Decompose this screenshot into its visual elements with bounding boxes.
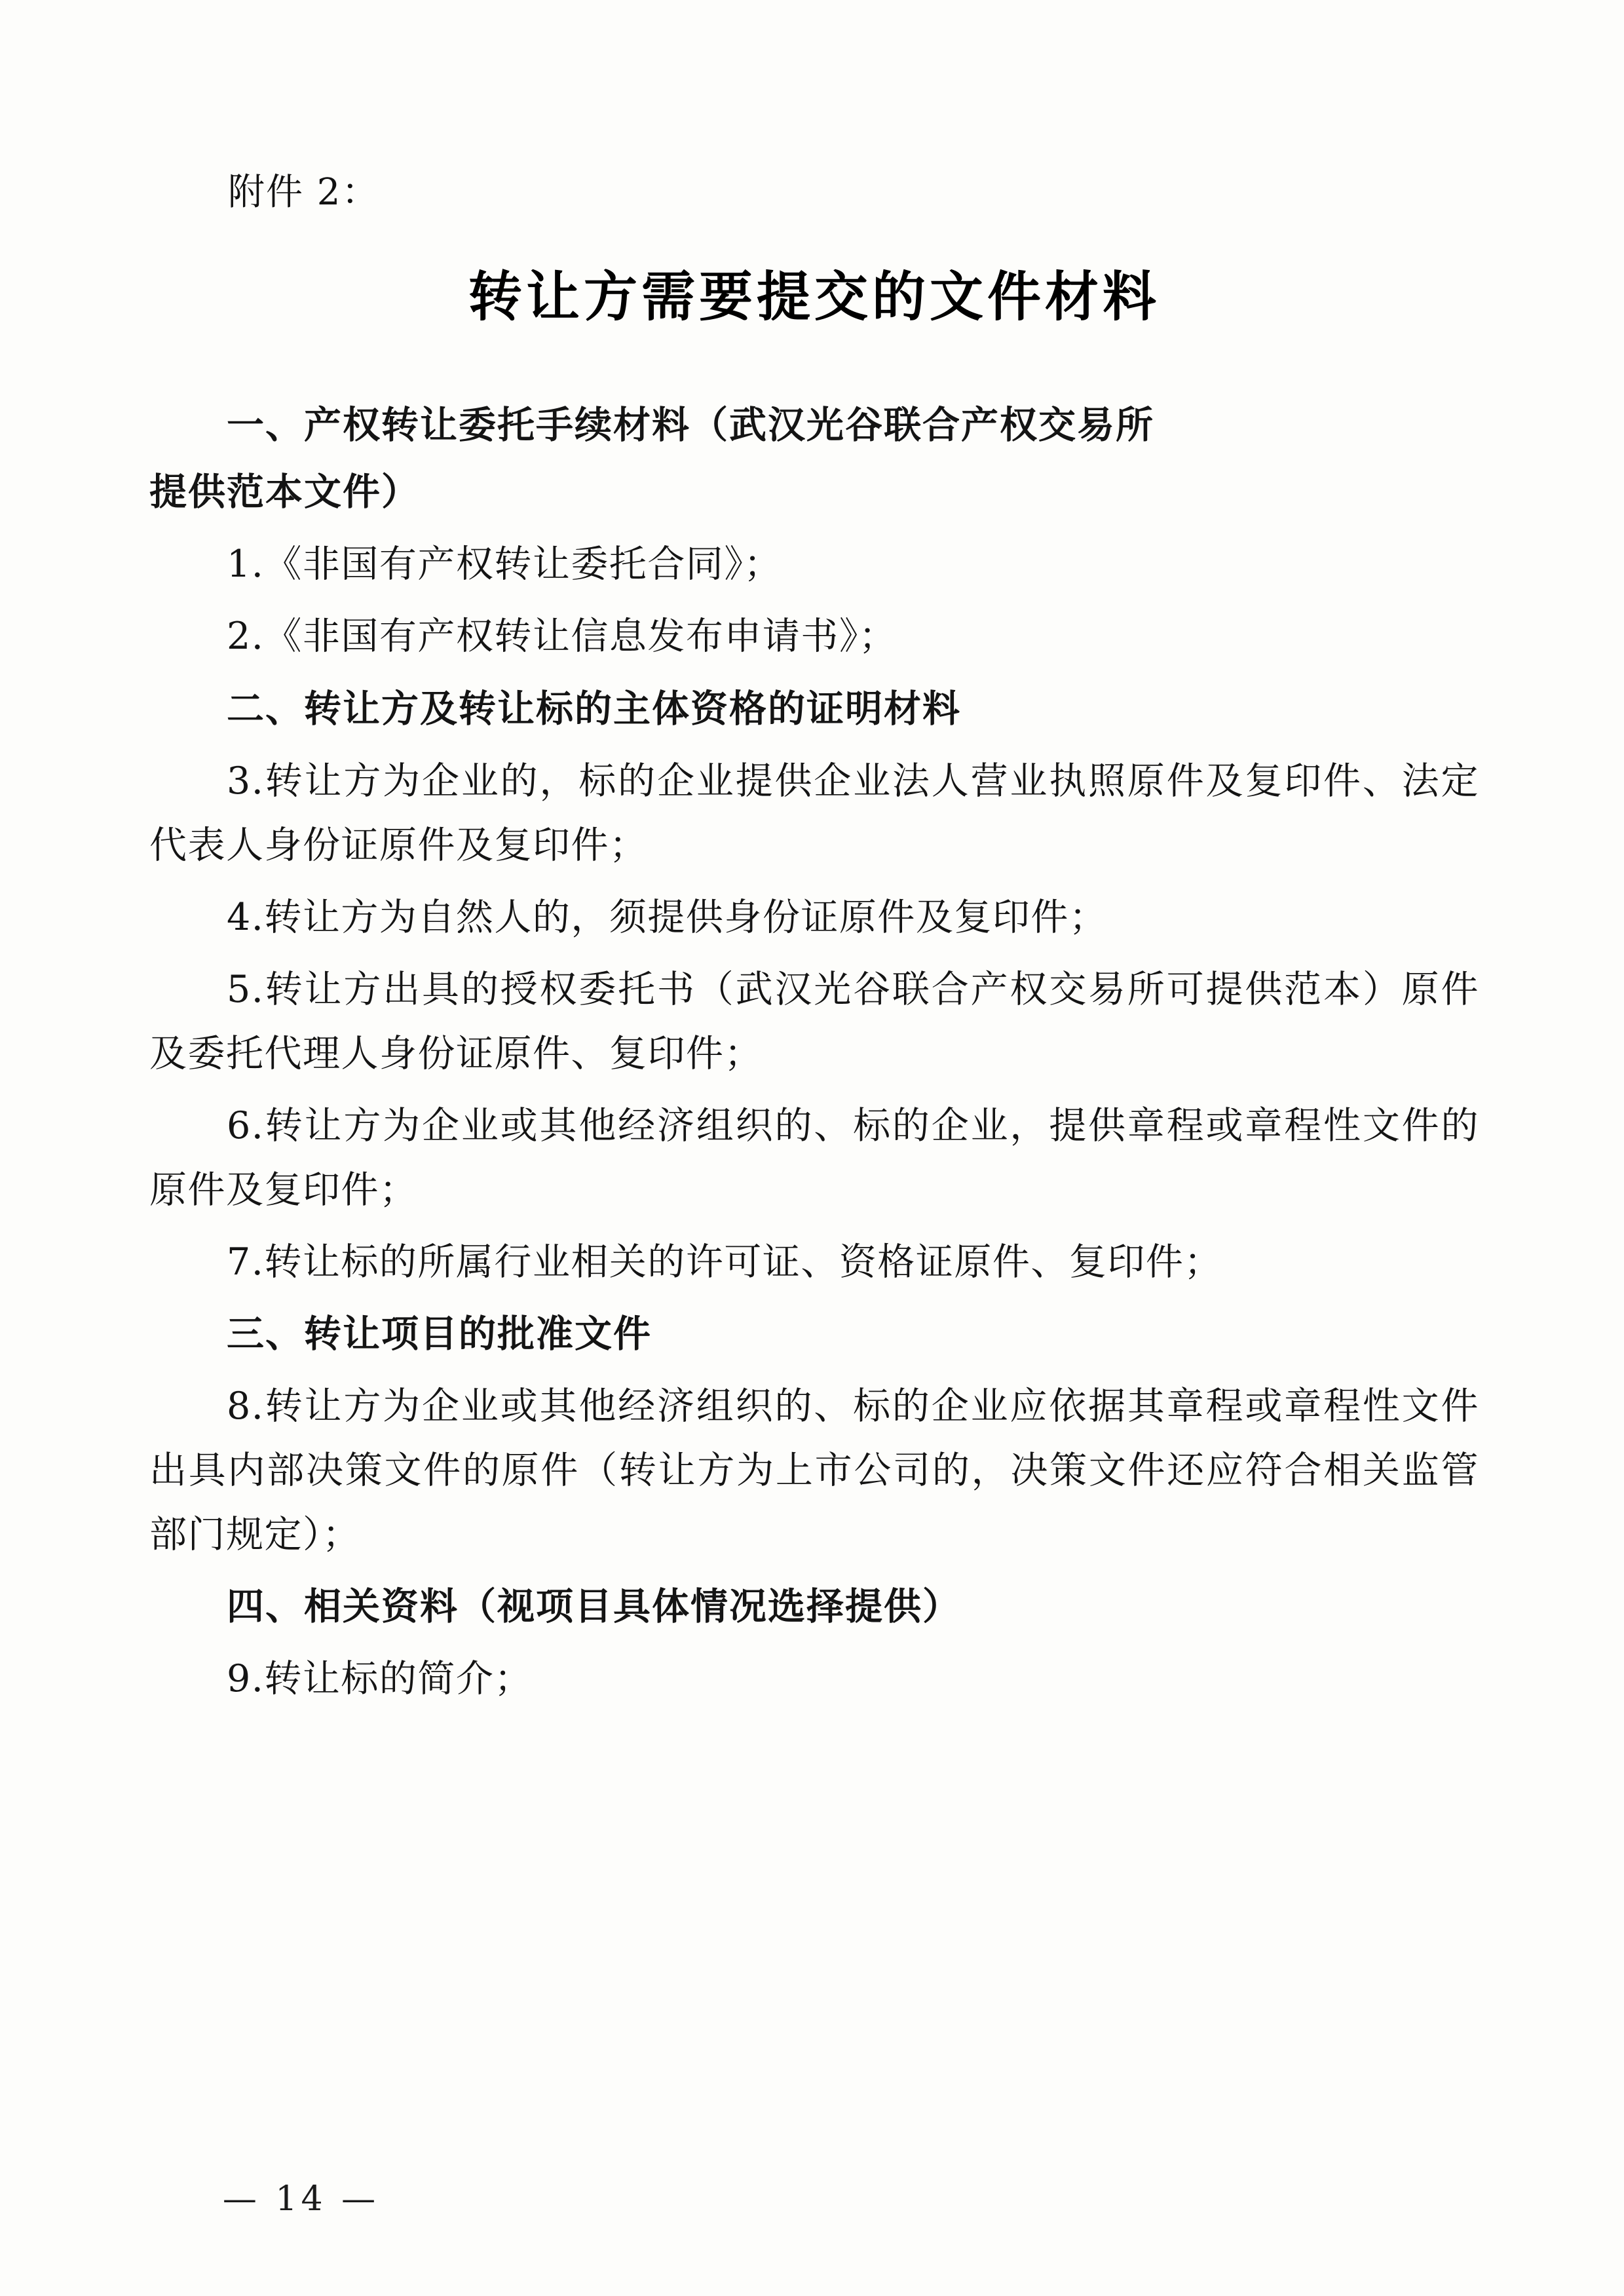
section-heading-three: 三、转让项目的批准文件	[227, 1311, 652, 1356]
list-item-1: 1.《非国有产权转让委托合同》；	[227, 543, 782, 586]
attachment-label: 附件 2：	[228, 171, 380, 214]
list-item-5: 5.转让方出具的授权委托书（武汉光谷联合产权交易所可提供范本）原件及委托代理人身份证原件、复印件；	[149, 967, 1479, 1075]
list-item-8: 8.转让方为企业或其他经济组织的、标的企业应依据其章程或章程性文件出具内部决策文件的原件（转让方为上市公司的，决策文件还应符合相关监管部门规定）；	[149, 1384, 1479, 1556]
list-item-6: 6.转让方为企业或其他经济组织的、标的企业，提供章程或章程性文件的原件及复印件；	[149, 1103, 1479, 1212]
list-item-7: 7.转让标的所属行业相关的许可证、资格证原件、复印件；	[227, 1240, 1222, 1284]
list-item-2: 2.《非国有产权转让信息发布申请书》；	[227, 615, 897, 659]
document-body	[149, 167, 1479, 1719]
page-number: — 14 —	[222, 2179, 380, 2219]
list-item-3: 3.转让方为企业的，标的企业提供企业法人营业执照原件及复印件、法定代表人身份证原件及复印件；	[149, 759, 1479, 867]
section-heading-one-line2: 提供范本文件）	[149, 470, 420, 514]
list-item-4: 4.转让方为自然人的，须提供身份证原件及复印件；	[227, 895, 1108, 939]
page-footer	[0, 2179, 1624, 2219]
section-heading-one-line1: 一、产权转让委托手续材料（武汉光谷联合产权交易所	[227, 403, 1154, 448]
page-title: 转让方需要提交的文件材料	[468, 265, 1160, 329]
section-heading-two: 二、转让方及转让标的主体资格的证明材料	[227, 686, 961, 731]
list-item-9: 9.转让标的简介；	[227, 1656, 533, 1700]
section-heading-four: 四、相关资料（视项目具体情况选择提供）	[227, 1584, 961, 1628]
